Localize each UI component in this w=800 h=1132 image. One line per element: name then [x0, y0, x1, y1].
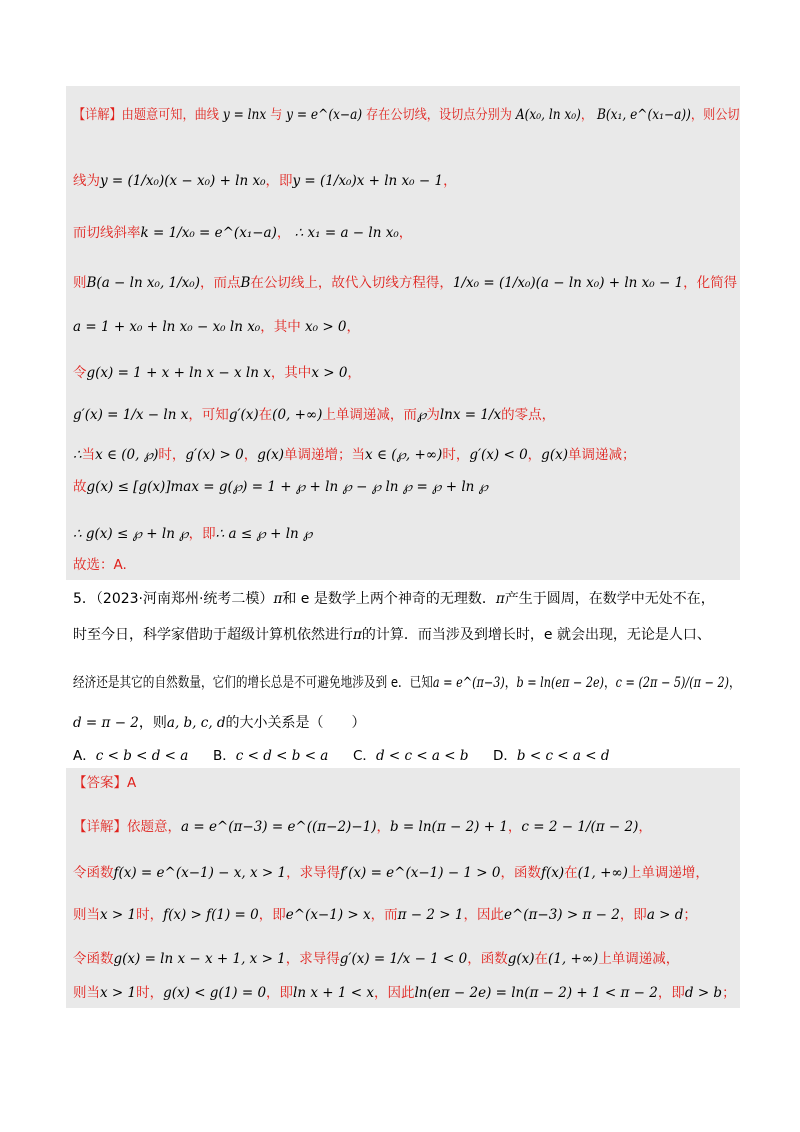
q5-line-4: d = π − 2，则a, b, c, d的大小关系是（ ） — [73, 715, 366, 731]
option-d[interactable]: D．b < c < a < d — [493, 748, 610, 764]
sol1-line-5: a = 1 + x₀ + ln x₀ − x₀ ln x₀，其中 x₀ > 0， — [73, 319, 361, 335]
sol1-line-9: 故g(x) ≤ [g(x)]max = g(℘) = 1 + ℘ + ln ℘ − ℘ ln ℘ = ℘ + ln ℘ — [73, 479, 489, 495]
solution-block-2 — [66, 768, 740, 1008]
sol1-line-1: 【详解】由题意可知，曲线 y = lnx 与 y = e^(x−a) 存在公切线，设切点分别为 A(x₀, ln x₀)， B(x₁, e^(x₁−a))，则公切 — [73, 107, 740, 123]
sol2-line-1: 【详解】依题意，a = e^(π−3) = e^((π−2)−1)，b = ln(π − 2) + 1，c = 2 − 1/(π − 2)， — [73, 819, 652, 835]
q5-line-2: 时至今日，科学家借助于超级计算机依然进行π的计算．而当涉及到增长时，e 就会出现，无论是人口、 — [73, 627, 711, 643]
sol1-line-2: 线为y = (1/x₀)(x − x₀) + ln x₀，即y = (1/x₀)x + ln x₀ − 1， — [73, 173, 457, 189]
detail-tag: 【详解】 — [73, 107, 122, 123]
answer-tag: 【答案】 — [73, 775, 127, 791]
sol2-line-2: 令函数f(x) = e^(x−1) − x, x > 1，求导得f′(x) = e^(x−1) − 1 > 0，函数f(x)在(1, +∞)上单调递增， — [73, 865, 709, 881]
option-c[interactable]: C．d < c < a < b — [353, 748, 469, 764]
sol1-answer-line: 故选：A. — [73, 557, 127, 573]
sol1-line-8: ∴当x ∈ (0, ℘)时，g′(x) > 0，g(x)单调递增；当x ∈ (℘, +∞)时，g′(x) < 0，g(x)单调递减； — [73, 447, 636, 463]
sol2-line-5: 则当x > 1时，g(x) < g(1) = 0，即ln x + 1 < x，因此ln(eπ − 2e) = ln(π − 2) + 1 < π − 2，即d > b； — [73, 985, 736, 1001]
q5-line-3: 经济还是其它的自然数量，它们的增长总是不可避免地涉及到 e．已知a = e^(π−3)，b = ln(eπ − 2e)，c = (2π − 5)/(π − 2)， — [73, 675, 741, 691]
sol1-line-10: ∴ g(x) ≤ ℘ + ln ℘，即∴ a ≤ ℘ + ln ℘ — [73, 526, 313, 542]
sol2-answer: 【答案】A — [73, 775, 137, 791]
option-b[interactable]: B．c < d < b < a — [213, 748, 329, 764]
detail-tag: 【详解】 — [73, 819, 127, 835]
sol2-line-4: 令函数g(x) = ln x − x + 1, x > 1，求导得g′(x) = 1/x − 1 < 0，函数g(x)在(1, +∞)上单调递减， — [73, 951, 680, 967]
option-a[interactable]: A．c < b < d < a — [73, 748, 189, 764]
sol1-line-7: g′(x) = 1/x − ln x，可知g′(x)在(0, +∞)上单调递减，而℘为lnx = 1/x的零点， — [73, 407, 556, 423]
q5-line-1: 5．（2023·河南郑州·统考二模）π和 e 是数学上两个神奇的无理数．π产生于圆周，在数学中无处不在， — [73, 591, 715, 607]
sol1-line-6: 令g(x) = 1 + x + ln x − x ln x，其中x > 0， — [73, 365, 361, 381]
sol2-line-3: 则当x > 1时，f(x) > f(1) = 0，即e^(x−1) > x，而π − 2 > 1，因此e^(π−3) > π − 2，即a > d； — [73, 907, 697, 923]
sol1-line-3: 而切线斜率k = 1/x₀ = e^(x₁−a)， ∴ x₁ = a − ln x₀， — [73, 225, 413, 241]
sol1-line-4: 则B(a − ln x₀, 1/x₀)，而点B在公切线上，故代入切线方程得，1/x₀ = (1/x₀)(a − ln x₀) + ln x₀ − 1，化简得 — [73, 275, 738, 291]
